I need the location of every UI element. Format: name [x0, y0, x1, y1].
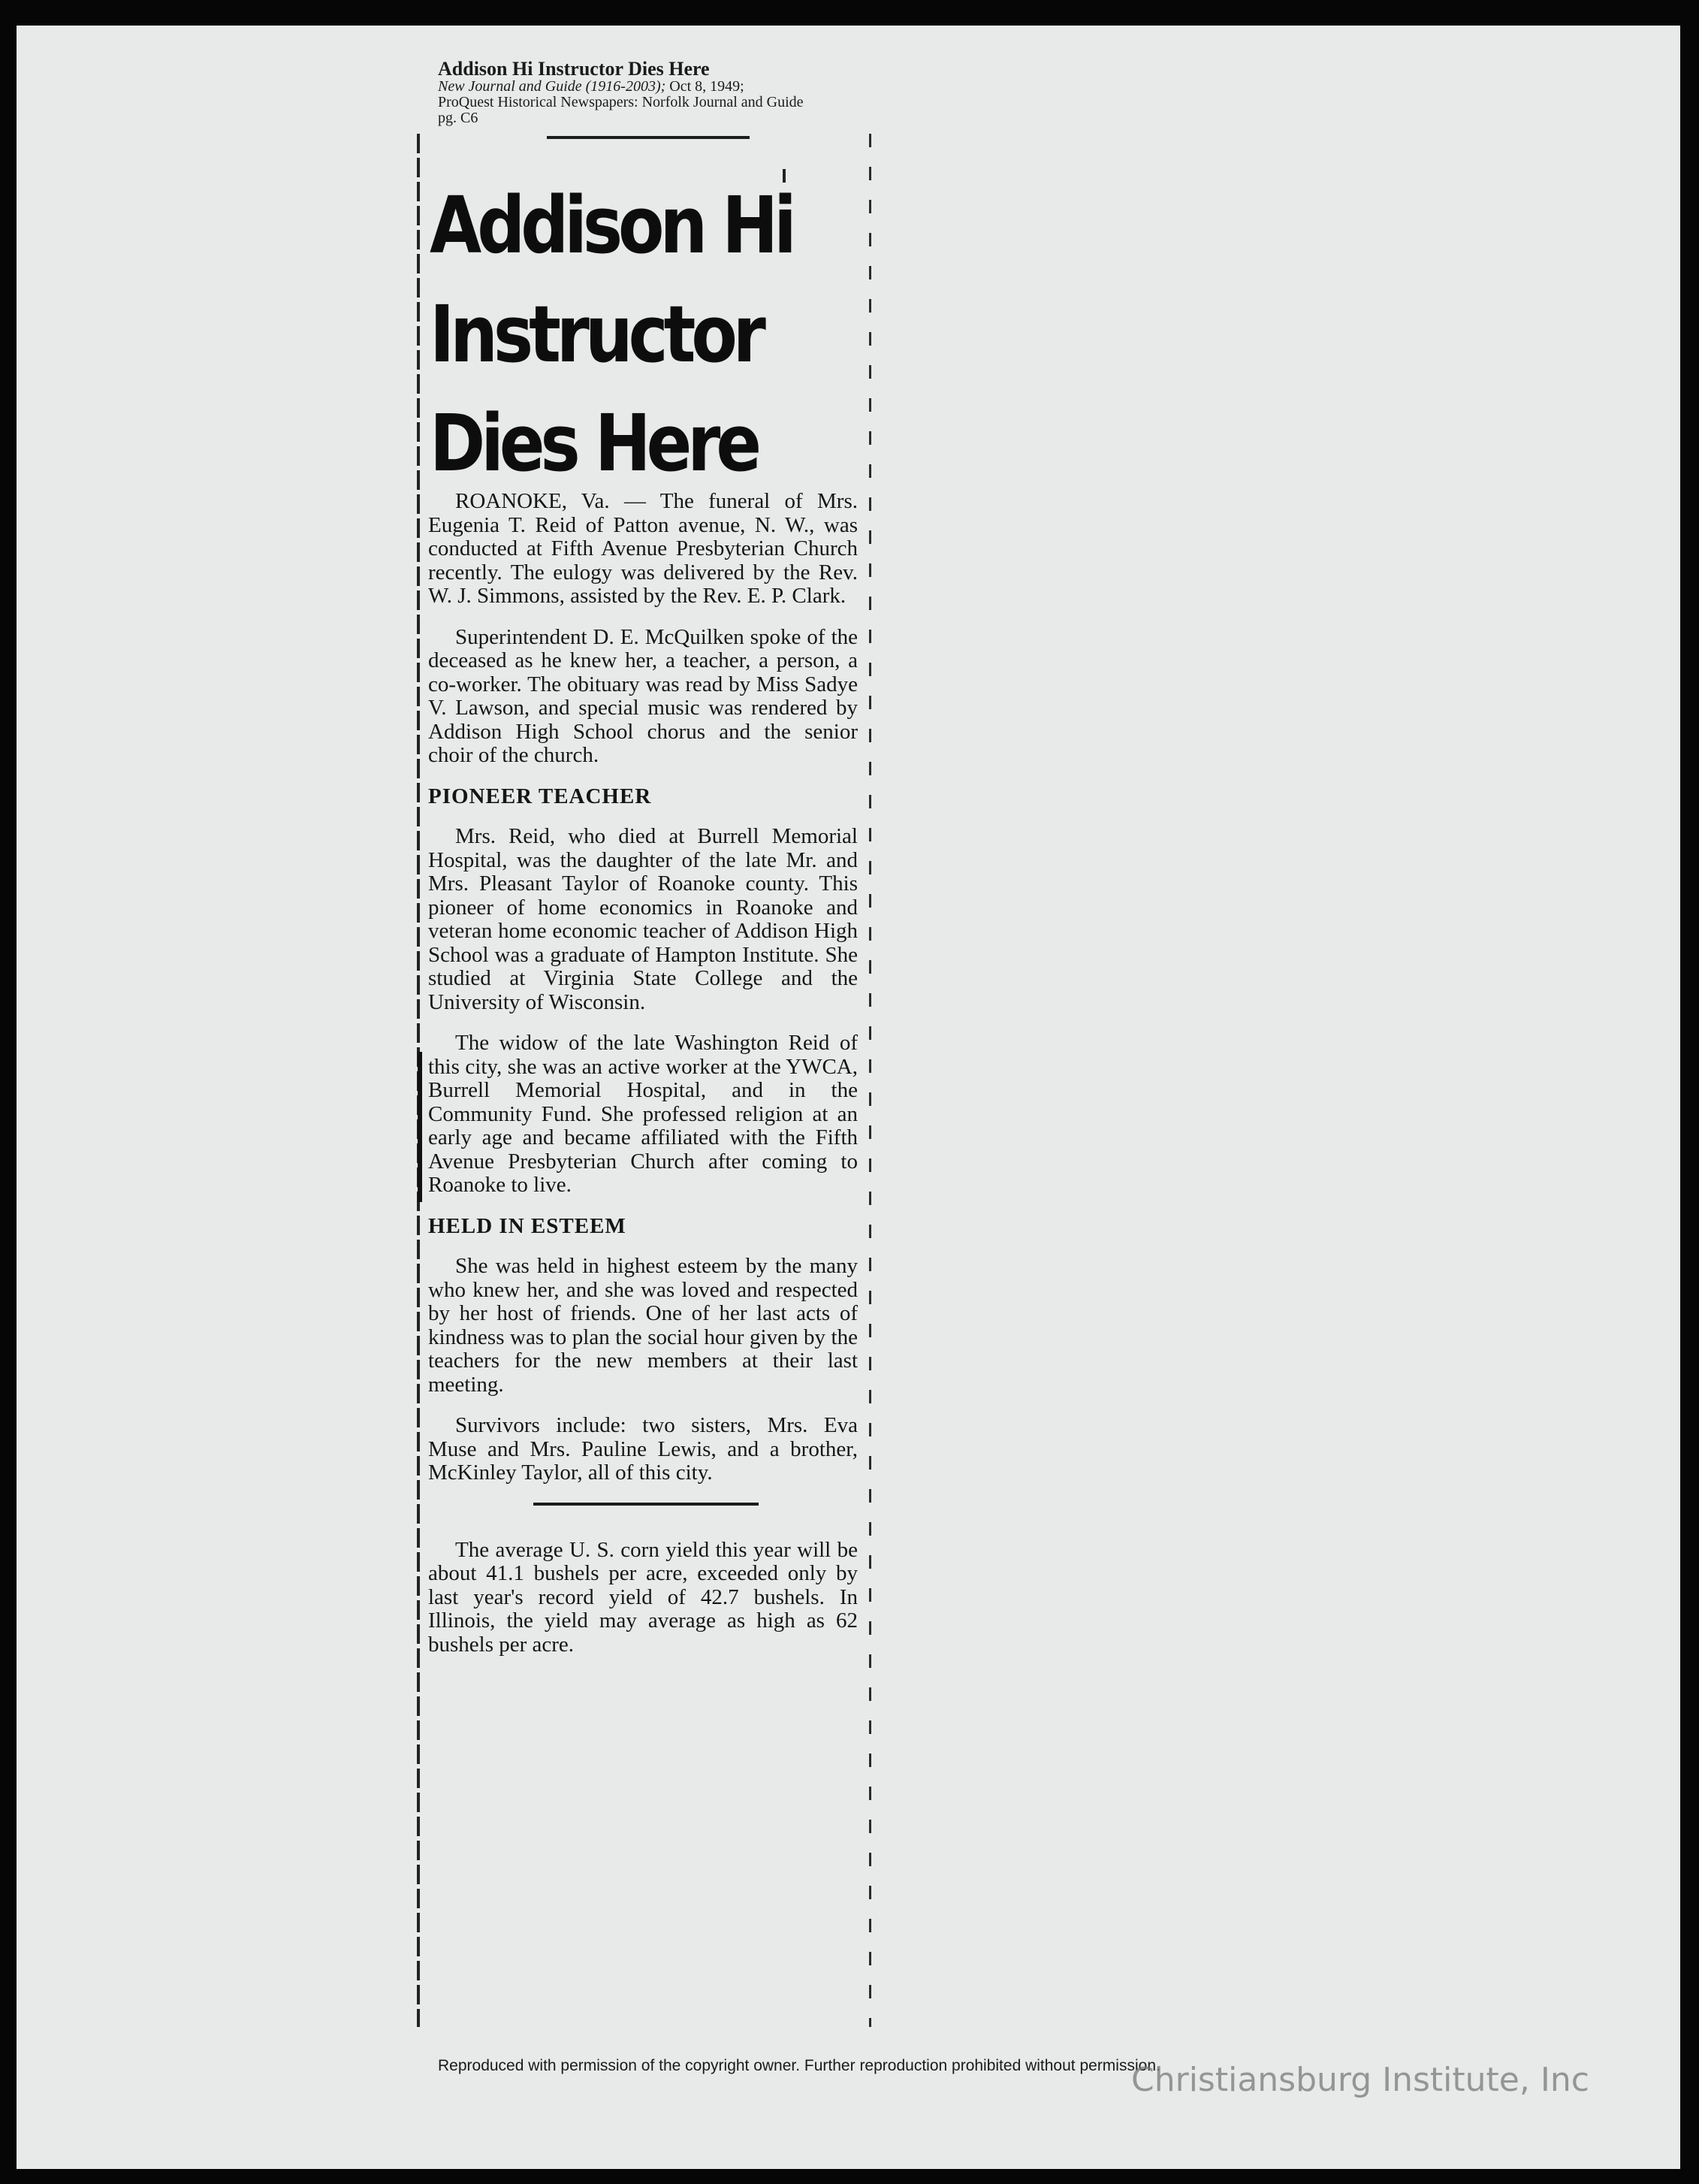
headline-line: Addison Hi: [430, 180, 792, 271]
article-paragraph: The widow of the late Washington Reid of this city, she was an active worker at the YWCA, Burrell Memorial Hospital, and in the Community Fund. She professed religion at an early age and became affiliated with the Fifth Avenue Presbyterian Church after coming to Roanoke to live.: [428, 1031, 858, 1197]
citation-source: New Journal and Guide (1916-2003);: [438, 78, 666, 95]
article-paragraph: ROANOKE, Va. — The funeral of Mrs. Eugenia T. Reid of Patton avenue, N. W., was conducted at Fifth Avenue Presbyterian Church recently. The eulogy was delivered by the Rev. W. J. Simmons, assisted by the Rev. E. P. Clark.: [428, 489, 858, 608]
watermark: Christiansburg Institute, Inc: [1131, 2061, 1589, 2099]
article-body: [428, 490, 858, 1674]
article-paragraph: Superintendent D. E. McQuilken spoke of the deceased as he knew her, a teacher, a person, a co-worker. The obituary was read by Miss Sadye V. Lawson, and special music was rendered by Addison High School chorus and the senior choir of the church.: [428, 624, 858, 767]
citation-page: pg. C6: [438, 110, 478, 127]
article-paragraph: Survivors include: two sisters, Mrs. Eva Muse and Mrs. Pauline Lewis, and a brother, McKinley Taylor, all of this city.: [428, 1413, 858, 1485]
citation-source-line: [438, 79, 904, 95]
headline-line: Instructor: [430, 288, 762, 380]
headline-line: Dies Here: [430, 397, 758, 489]
scan-mark: [418, 1052, 422, 1202]
citation-date: Oct 8, 1949;: [665, 78, 744, 95]
section-divider: [533, 1503, 759, 1506]
clipping-right-border: [869, 134, 871, 2027]
citation-title: Addison Hi Instructor Dies Here: [438, 58, 710, 80]
article-paragraph: She was held in highest esteem by the many who knew her, and she was loved and respected by her host of friends. One of her last acts of kindness was to plan the social hour given by the teachers for the new members at their last meeting.: [428, 1254, 858, 1397]
citation-block: [438, 59, 904, 126]
article-headline: [430, 171, 792, 498]
subhead-held-in-esteem: HELD IN ESTEEM: [428, 1213, 626, 1238]
top-rule: [547, 136, 750, 139]
citation-database: ProQuest Historical Newspapers: Norfolk Journal and Guide: [438, 94, 804, 111]
copyright-notice: Reproduced with permission of the copyright owner. Further reproduction prohibited without permission.: [438, 2057, 1160, 2074]
article-paragraph: Mrs. Reid, who died at Burrell Memorial Hospital, was the daughter of the late Mr. and Mrs. Pleasant Taylor of Roanoke county. This pioneer of home economics in Roanoke and veteran home economic teacher of Addison High School was a graduate of Hampton Institute. She studied at Virginia State College and the University of Wisconsin.: [428, 824, 858, 1014]
filler-paragraph: The average U. S. corn yield this year will be about 41.1 bushels per acre, exceeded only by last year's record yield of 42.7 bushels. In Illinois, the yield may average as high as 62 bushels per acre.: [428, 1537, 858, 1657]
subhead-pioneer-teacher: PIONEER TEACHER: [428, 784, 652, 808]
